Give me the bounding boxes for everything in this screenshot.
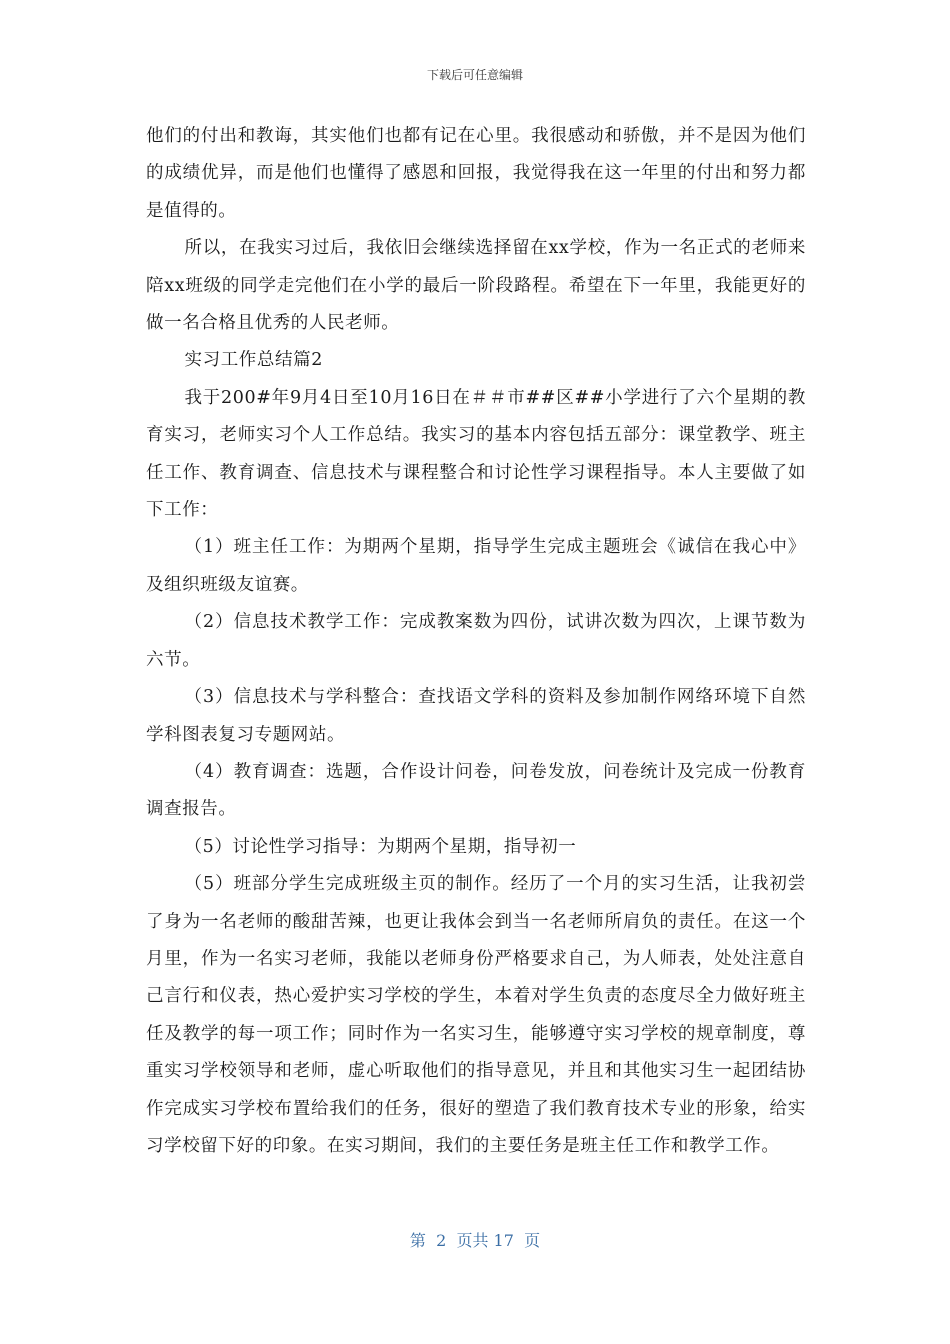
list-item: （3）信息技术与学科整合：查找语文学科的资料及参加制作网络环境下自然学科图表复习专题网站。: [146, 687, 806, 745]
list-item: （5）讨论性学习指导：为期两个星期，指导初一: [184, 836, 577, 857]
page-number-footer: 第 2 页共 17 页: [409, 1231, 541, 1250]
list-item: （4）教育调查：选题，合作设计问卷，问卷发放，问卷统计及完成一份教育调查报告。: [146, 761, 806, 820]
list-item: （2）信息技术教学工作：完成教案数为四份，试讲次数为四次，上课节数为六节。: [146, 612, 806, 670]
list-item: （1）班主任工作：为期两个星期，指导学生完成主题班会《诚信在我心中》及组织班级友谊赛。: [146, 537, 806, 595]
section-heading: 实习工作总结篇2: [184, 350, 323, 371]
paragraph: 所以，在我实习过后，我依旧会继续选择留在xx学校，作为一名正式的老师来陪xx班级的同学走完他们在小学的最后一阶段路程。希望在下一年里，我能更好的做一名合格且优秀的人民老师。: [146, 238, 806, 334]
paragraph: 他们的付出和教诲，其实他们也都有记在心里。我很感动和骄傲，并不是因为他们的成绩优异，而是他们也懂得了感恩和回报，我觉得我在这一年里的付出和努力都是值得的。: [146, 126, 806, 221]
document-body: [146, 118, 806, 1165]
page-header: 下载后可任意编辑: [426, 68, 523, 82]
paragraph: 我于200#年9月4日至10月16日在＃＃市##区##小学进行了六个星期的教育实习，老师实习个人工作总结。我实习的基本内容包括五部分：课堂教学、班主任工作、教育调查、信息技术与课程整合和讨论性学习课程指导。本人主要做了如下工作：: [146, 387, 806, 521]
paragraph: （5）班部分学生完成班级主页的制作。经历了一个月的实习生活，让我初尝了身为一名老师的酸甜苦辣，也更让我体会到当一名老师所肩负的责任。在这一个月里，作为一名实习老师，我能以老师身份严格要求自己，为人师表，处处注意自己言行和仪表，热心爱护实习学校的学生，本着对学生负责的态度尽全力做好班主任及教学的每一项工作；同时作为一名实习生，能够遵守实习学校的规章制度，尊重实习学校领导和老师，虚心听取他们的指导意见，并且和其他实习生一起团结协作完成实习学校布置给我们的任务，很好的塑造了我们教育技术专业的形象，给实习学校留下好的印象。在实习期间，我们的主要任务是班主任工作和教学工作。: [146, 874, 806, 1156]
